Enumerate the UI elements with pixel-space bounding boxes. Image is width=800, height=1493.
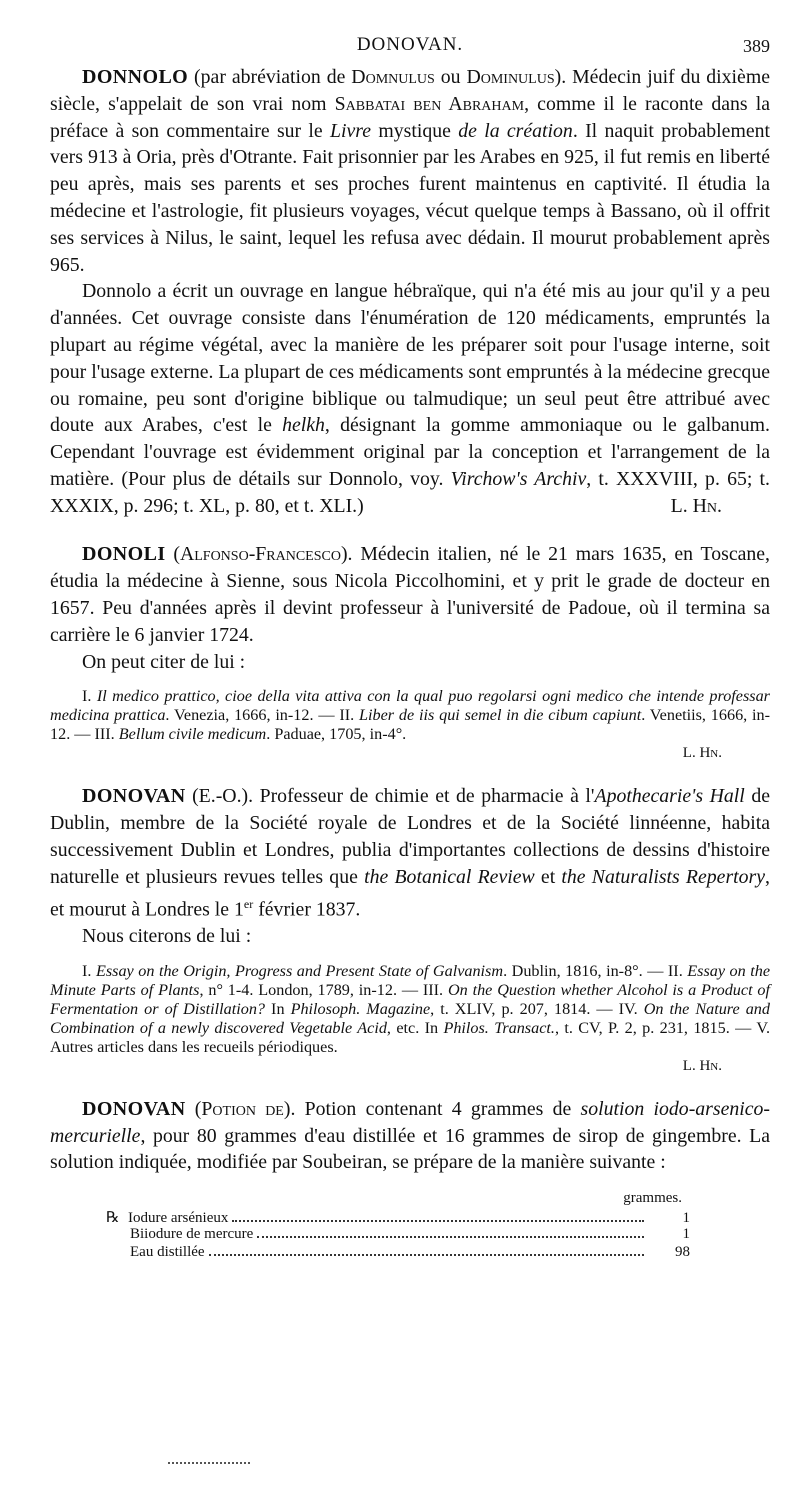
- text: mystique: [371, 119, 459, 142]
- text: . Venezia, 1666, in-12. — II.: [165, 706, 359, 725]
- name: Domnulus: [351, 66, 435, 88]
- formula-table: [50, 1190, 770, 1270]
- text: ). Potion contenant 4 grammes de: [283, 1097, 581, 1120]
- text: I.: [82, 687, 97, 706]
- ingredient-name: [106, 1208, 229, 1227]
- work-title: Liber de iis qui semel in die cibum capiunt: [359, 706, 642, 725]
- dot-leader: [257, 1236, 644, 1238]
- superscript: er: [243, 896, 254, 911]
- journal-title: Philos. Transact.: [443, 1018, 555, 1037]
- ingredient-qty: 98: [675, 1244, 690, 1261]
- work-title: On the Question whether Alcohol is a Product of Fermentation or of Distillation?: [50, 980, 771, 1018]
- work-title: Essay on the Origin, Progress and Present State of Galvanism: [95, 961, 504, 980]
- text: de Dublin, membre de la Société royale de Londres et de la Société linnéenne, habita successivement Dublin et Londres, publia d'importantes collections de dessins d'histoire naturelle et plusieurs revues telles que: [50, 785, 770, 888]
- name: Alfonso-Francesco: [179, 543, 341, 566]
- bibliography: [50, 962, 770, 1076]
- ingredient-qty: 1: [682, 1226, 690, 1243]
- text: . Il naquit probablement vers 913 à Oria, près d'Otrante. Fait prisonnier par les Arabes en 925, il fut remis en liberté peu après, mais ses parents et ses proches furent maintenus en captivité. Il étudia la médecine et l'astrologie, fit plusieurs voyages, vécut quelque temps à Bassano, où il offrit ses services à Nilus, le saint, lequel les refusa avec dédain. Il mourut probablement après 965.: [50, 119, 770, 276]
- entry-donnolo: [50, 64, 770, 519]
- signature: L. Hn.: [670, 494, 722, 517]
- dot-leader: [232, 1220, 644, 1222]
- donoli-paragraph: [50, 541, 770, 648]
- footer-dotted-rule: [168, 1462, 250, 1464]
- entry-donovan-potion: [50, 1096, 770, 1270]
- formula-row: [130, 1226, 690, 1244]
- text: . Venetiis, 1666, in-12. — III.: [50, 706, 771, 744]
- bibliography-text: [50, 687, 770, 744]
- text: (par abréviation de: [188, 66, 352, 88]
- term: solution iodo-arsenico-mercurielle: [50, 1097, 770, 1147]
- journal-title: Philosoph. Magazine: [290, 999, 431, 1018]
- text: (: [185, 1097, 202, 1120]
- ingredient-qty: 1: [682, 1210, 690, 1227]
- text: ). Médecin juif du dixième siècle, s'appelait de son vrai nom: [50, 66, 770, 115]
- headword-donoli: DONOLI: [82, 543, 166, 566]
- ingredient-name: Eau distillée: [130, 1244, 205, 1261]
- journal-title: the Naturalists Repertory: [561, 865, 766, 888]
- text: , etc. In: [386, 1018, 444, 1037]
- work-title: Livre: [330, 119, 372, 142]
- text: , et mourut à Londres le 1: [50, 865, 770, 921]
- institution: Apothecarie's Hall: [594, 785, 745, 808]
- name: Dominulus: [466, 66, 555, 88]
- text: (E.-O.). Professeur de chimie et de pharmacie à l': [185, 785, 595, 808]
- text: ou: [434, 66, 467, 88]
- running-header: [50, 34, 770, 58]
- formula-row: [106, 1208, 690, 1227]
- unit-label: grammes.: [623, 1190, 682, 1207]
- donovan-potion-paragraph: [50, 1096, 770, 1176]
- text: Iodure arsénieux: [128, 1210, 229, 1227]
- text: , t. XLIV, p. 207, 1814. — IV.: [430, 999, 644, 1018]
- text: . Paduae, 1705, in-4°.: [266, 725, 407, 744]
- text: I.: [82, 961, 96, 980]
- donovan-eo-paragraph: [50, 783, 770, 923]
- entry-donovan-eo: [50, 783, 770, 1075]
- term: helkh: [282, 414, 325, 437]
- text: , t. XXXVIII, p. 65; t. XXXIX, p. 296; t. XL, p. 80, et t. XLI.): [50, 467, 770, 517]
- name: Potion de: [201, 1097, 284, 1120]
- cite-intro: On peut citer de lui :: [82, 650, 246, 673]
- bibliography: [50, 687, 770, 763]
- donnolo-paragraph-1: [50, 64, 770, 278]
- entry-donoli: [50, 541, 770, 763]
- bibliography-text: [50, 962, 770, 1057]
- signature: L. Hn.: [682, 745, 722, 762]
- work-title: Il medico prattico, cioe della vita attiva con la qual puo regolarsi ogni medico che intende professar medicina prattica: [50, 687, 770, 725]
- page-number: 389: [743, 36, 770, 56]
- ingredient-name: Biiodure de mercure: [130, 1226, 254, 1243]
- journal-title: Virchow's Archiv: [450, 467, 587, 490]
- work-title: On the Nature and Combination of a newly discovered Vegetable Acid: [50, 999, 770, 1037]
- text: février 1837.: [253, 898, 361, 921]
- text: et: [534, 865, 562, 888]
- text: ). Médecin italien, né le 21 mars 1635, en Toscane, étudia la médecine à Sienne, sous Nicola Piccolhomini, et y prit le grade de docteur en 1657. Peu d'années après il devint professeur à l'université de Padoue, où il termina sa carrière le 6 janvier 1724.: [50, 543, 770, 646]
- work-title: Essay on the Minute Parts of Plants: [50, 961, 771, 999]
- work-title: Bellum civile medicum: [118, 725, 267, 744]
- headword-donovan: DONOVAN: [82, 785, 186, 808]
- work-title: de la création: [458, 119, 573, 142]
- text: Donnolo a écrit un ouvrage en langue hébraïque, qui n'a été mis au jour qu'il y a peu d'années. Cet ouvrage consiste dans l'énumération de 120 médicaments, empruntés la plupart au régime végétal, avec la manière de les préparer soit pour l'usage interne, soit pour l'usage externe. La plupart de ces médicaments sont empruntés à la médecine grecque ou romaine, peu sont d'origine biblique ou talmudique; un seul peut être attribué avec doute aux Arabes, c'est le: [50, 280, 770, 437]
- text: , désignant la gomme ammoniaque ou le galbanum. Cependant l'ouvrage est évidemment original par la conception et l'arrangement de la matière. (Pour plus de détails sur Donnolo, voy.: [50, 414, 770, 490]
- name: Sabbatai ben Abraham: [334, 92, 525, 115]
- headword-donovan: DONOVAN: [82, 1097, 186, 1120]
- text: . Dublin, 1816, in-8°. — II.: [503, 961, 688, 980]
- signature: L. Hn.: [682, 1057, 722, 1074]
- text: , pour 80 grammes d'eau distillée et 16 grammes de sirop de gingembre. La solution indiquée, modifiée par Soubeiran, se prépare de la manière suivante :: [50, 1124, 770, 1174]
- cite-intro: Nous citerons de lui :: [82, 924, 252, 947]
- text: In: [265, 999, 291, 1018]
- headword-donnolo: DONNOLO: [82, 66, 189, 88]
- text: , t. CV, P. 2, p. 231, 1815. — V. Autres articles dans les recueils périodiques.: [50, 1018, 770, 1056]
- journal-title: the Botanical Review: [364, 865, 535, 888]
- text: , n° 1-4. London, 1789, in-12. — III.: [199, 980, 448, 999]
- donnolo-paragraph-2: [50, 278, 770, 519]
- page-body: [50, 64, 770, 1270]
- running-title: DONOVAN.: [356, 34, 464, 55]
- dot-leader: [209, 1254, 644, 1256]
- recipe-symbol: ℞: [106, 1210, 120, 1227]
- formula-row: [130, 1244, 690, 1262]
- text: (: [165, 543, 180, 566]
- text: , comme il le raconte dans la préface à son commentaire sur le: [50, 92, 770, 142]
